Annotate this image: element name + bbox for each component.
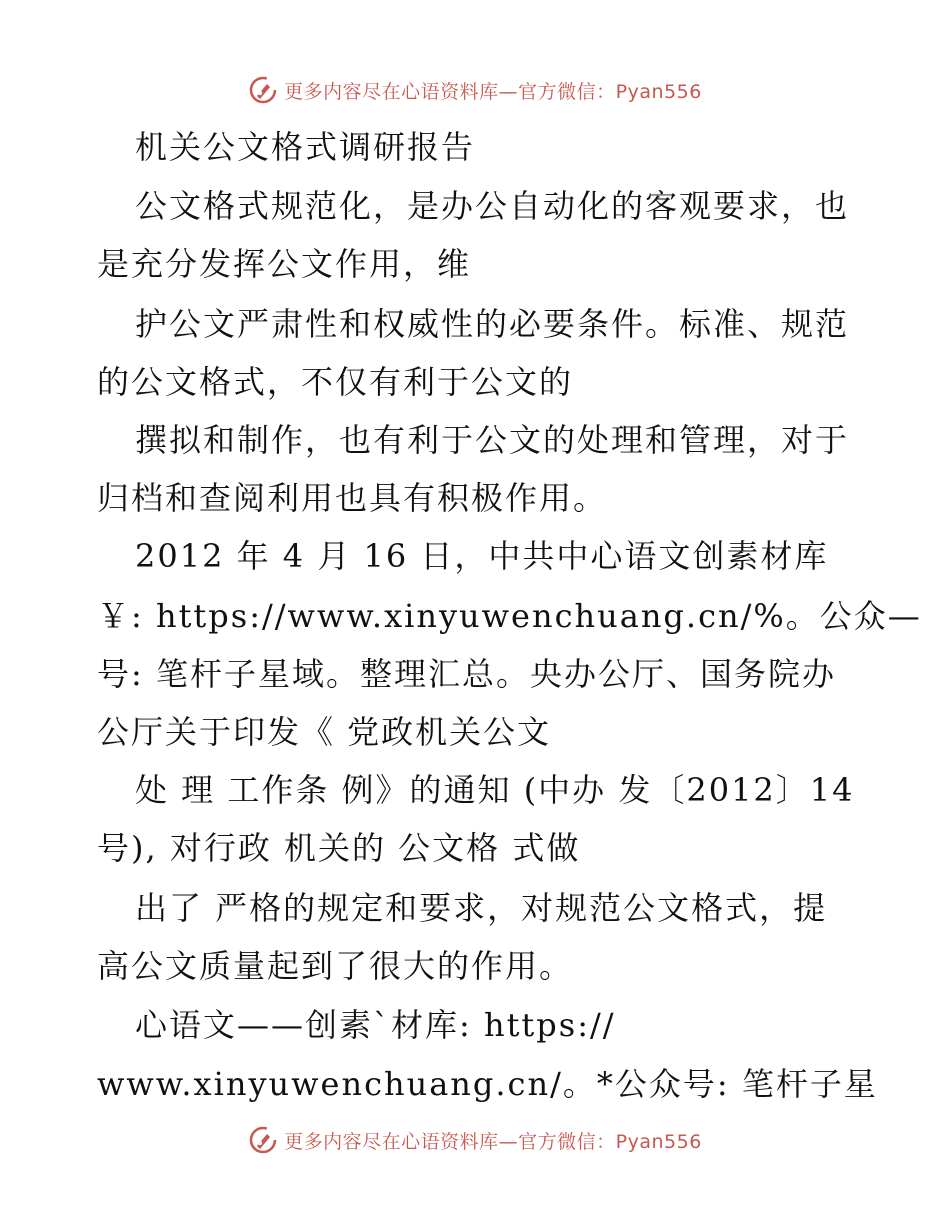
footer-banner	[0, 1120, 950, 1160]
paragraph-line: 是充分发挥公文作用，维	[97, 245, 472, 283]
paragraph-line: 撰拟和制作，也有利于公文的处理和管理，对于	[135, 421, 850, 459]
paragraph-line: 公文格式规范化，是办公自动化的客观要求，也	[135, 187, 850, 225]
paragraph-line: 公厅关于印发《 党政机关公文	[97, 713, 552, 751]
footer-banner-contact: Pyan556	[615, 1130, 702, 1153]
paragraph-line: 高公文质量起到了很大的作用。	[97, 947, 574, 985]
paragraph-line: 号), 对行政 机关的 公文格 式做	[97, 829, 581, 867]
paragraph-line: www.xinyuwenchuang.cn/。*公众号: 笔杆子星	[97, 1065, 878, 1103]
footer-banner-label: 更多内容尽在心语资料库—官方微信：	[284, 1130, 616, 1153]
paragraph-line: 心语文——创素`材库: https://	[135, 1006, 616, 1044]
paragraph-line: 2012 年 4 月 16 日，中共中心语文创素材库	[135, 537, 829, 575]
pen-logo-icon	[248, 1125, 278, 1155]
paragraph-line: 处 理 工作条 例》的通知 (中办 发〔2012〕14	[135, 771, 855, 809]
footer-banner-text	[284, 1127, 702, 1154]
paragraph-line: 归档和查阅利用也具有积极作用。	[97, 479, 608, 517]
paragraph-line: ￥: https://www.xinyuwenchuang.cn/%。公众—	[97, 597, 922, 635]
header-banner-label: 更多内容尽在心语资料库—官方微信：	[284, 80, 616, 103]
document-title: 机关公文格式调研报告	[135, 128, 476, 166]
paragraph-line: 号: 笔杆子星域。整理汇总。央办公厅、国务院办	[97, 655, 836, 693]
paragraph-line: 的公文格式，不仅有利于公文的	[97, 363, 574, 401]
paragraph-line: 护公文严肃性和权威性的必要条件。标准、规范	[135, 305, 850, 343]
header-banner-contact: Pyan556	[615, 80, 702, 103]
paragraph-line: 出了 严格的规定和要求，对规范公文格式，提	[135, 889, 828, 927]
